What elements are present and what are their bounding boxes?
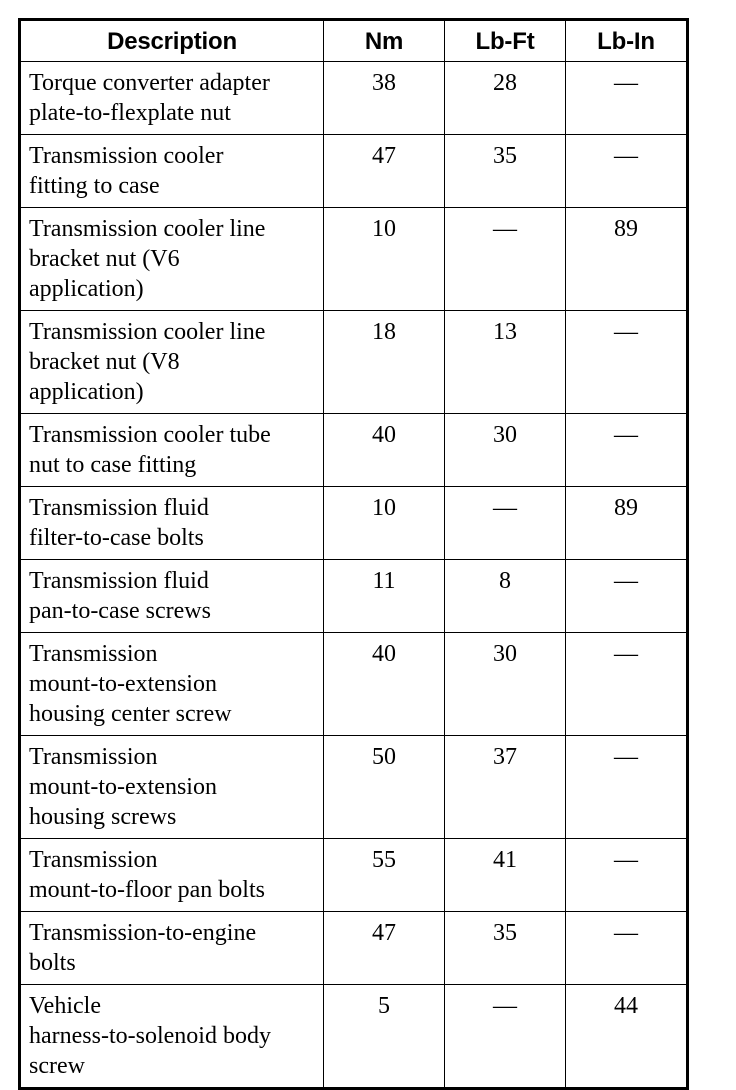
- nm-cell: 10: [324, 208, 445, 311]
- table-row: [20, 208, 688, 311]
- description-line: Transmission cooler line: [29, 319, 266, 345]
- lbin-cell: 44: [566, 985, 688, 1089]
- header-nm: Nm: [324, 20, 445, 62]
- header-lbft: Lb-Ft: [445, 20, 566, 62]
- description-line: Torque converter adapter: [29, 70, 270, 96]
- lbin-cell: —: [566, 62, 688, 135]
- description-line: housing center screw: [29, 701, 232, 727]
- description-line: Transmission-to-engine: [29, 920, 257, 946]
- header-description: Description: [20, 20, 324, 62]
- description-line: Transmission: [29, 744, 158, 770]
- description-line: bracket nut (V8: [29, 349, 180, 375]
- lbft-cell: 35: [445, 135, 566, 208]
- description-line: Transmission cooler: [29, 143, 224, 169]
- nm-cell: 10: [324, 487, 445, 560]
- description-cell: [20, 311, 324, 414]
- lbin-cell: —: [566, 912, 688, 985]
- table-row: [20, 414, 688, 487]
- description-cell: [20, 985, 324, 1089]
- nm-cell: 40: [324, 633, 445, 736]
- description-cell: [20, 839, 324, 912]
- lbft-cell: 35: [445, 912, 566, 985]
- description-cell: [20, 633, 324, 736]
- description-line: mount-to-floor pan bolts: [29, 877, 265, 903]
- description-line: nut to case fitting: [29, 452, 197, 478]
- description-line: housing screws: [29, 804, 177, 830]
- description-cell: [20, 736, 324, 839]
- table-row: [20, 736, 688, 839]
- description-line: Transmission cooler tube: [29, 422, 271, 448]
- description-cell: [20, 560, 324, 633]
- lbft-cell: 37: [445, 736, 566, 839]
- torque-spec-sheet: [18, 18, 686, 1090]
- nm-cell: 50: [324, 736, 445, 839]
- description-cell: [20, 208, 324, 311]
- table-body: [20, 62, 688, 1089]
- description-line: Transmission cooler line: [29, 216, 266, 242]
- lbin-cell: 89: [566, 487, 688, 560]
- description-line: application): [29, 276, 144, 302]
- description-line: screw: [29, 1053, 85, 1079]
- description-line: bracket nut (V6: [29, 246, 180, 272]
- table-row: [20, 62, 688, 135]
- description-line: Vehicle: [29, 993, 101, 1019]
- description-line: mount-to-extension: [29, 671, 217, 697]
- description-cell: [20, 414, 324, 487]
- description-line: fitting to case: [29, 173, 160, 199]
- lbin-cell: —: [566, 560, 688, 633]
- description-line: plate-to-flexplate nut: [29, 100, 231, 126]
- description-line: Transmission fluid: [29, 495, 209, 521]
- description-cell: [20, 487, 324, 560]
- description-line: application): [29, 379, 144, 405]
- nm-cell: 38: [324, 62, 445, 135]
- header-row: [20, 20, 688, 62]
- lbft-cell: —: [445, 985, 566, 1089]
- table-row: [20, 633, 688, 736]
- table-row: [20, 135, 688, 208]
- lbft-cell: —: [445, 487, 566, 560]
- nm-cell: 55: [324, 839, 445, 912]
- description-line: mount-to-extension: [29, 774, 217, 800]
- header-lbin: Lb-In: [566, 20, 688, 62]
- description-line: Transmission: [29, 641, 158, 667]
- description-line: filter-to-case bolts: [29, 525, 204, 551]
- nm-cell: 47: [324, 912, 445, 985]
- lbin-cell: 89: [566, 208, 688, 311]
- nm-cell: 47: [324, 135, 445, 208]
- table-row: [20, 912, 688, 985]
- nm-cell: 18: [324, 311, 445, 414]
- table-row: [20, 560, 688, 633]
- torque-spec-table: [18, 18, 689, 1090]
- description-cell: [20, 62, 324, 135]
- lbin-cell: —: [566, 414, 688, 487]
- lbft-cell: 30: [445, 633, 566, 736]
- lbin-cell: —: [566, 135, 688, 208]
- description-line: harness-to-solenoid body: [29, 1023, 271, 1049]
- lbft-cell: 13: [445, 311, 566, 414]
- description-cell: [20, 135, 324, 208]
- table-row: [20, 311, 688, 414]
- lbft-cell: 8: [445, 560, 566, 633]
- description-line: Transmission fluid: [29, 568, 209, 594]
- description-line: pan-to-case screws: [29, 598, 211, 624]
- nm-cell: 40: [324, 414, 445, 487]
- description-line: bolts: [29, 950, 76, 976]
- lbft-cell: —: [445, 208, 566, 311]
- table-row: [20, 487, 688, 560]
- lbin-cell: —: [566, 736, 688, 839]
- lbin-cell: —: [566, 311, 688, 414]
- description-cell: [20, 912, 324, 985]
- lbin-cell: —: [566, 839, 688, 912]
- nm-cell: 5: [324, 985, 445, 1089]
- lbin-cell: —: [566, 633, 688, 736]
- table-row: [20, 839, 688, 912]
- lbft-cell: 28: [445, 62, 566, 135]
- table-row: [20, 985, 688, 1089]
- lbft-cell: 30: [445, 414, 566, 487]
- lbft-cell: 41: [445, 839, 566, 912]
- nm-cell: 11: [324, 560, 445, 633]
- description-line: Transmission: [29, 847, 158, 873]
